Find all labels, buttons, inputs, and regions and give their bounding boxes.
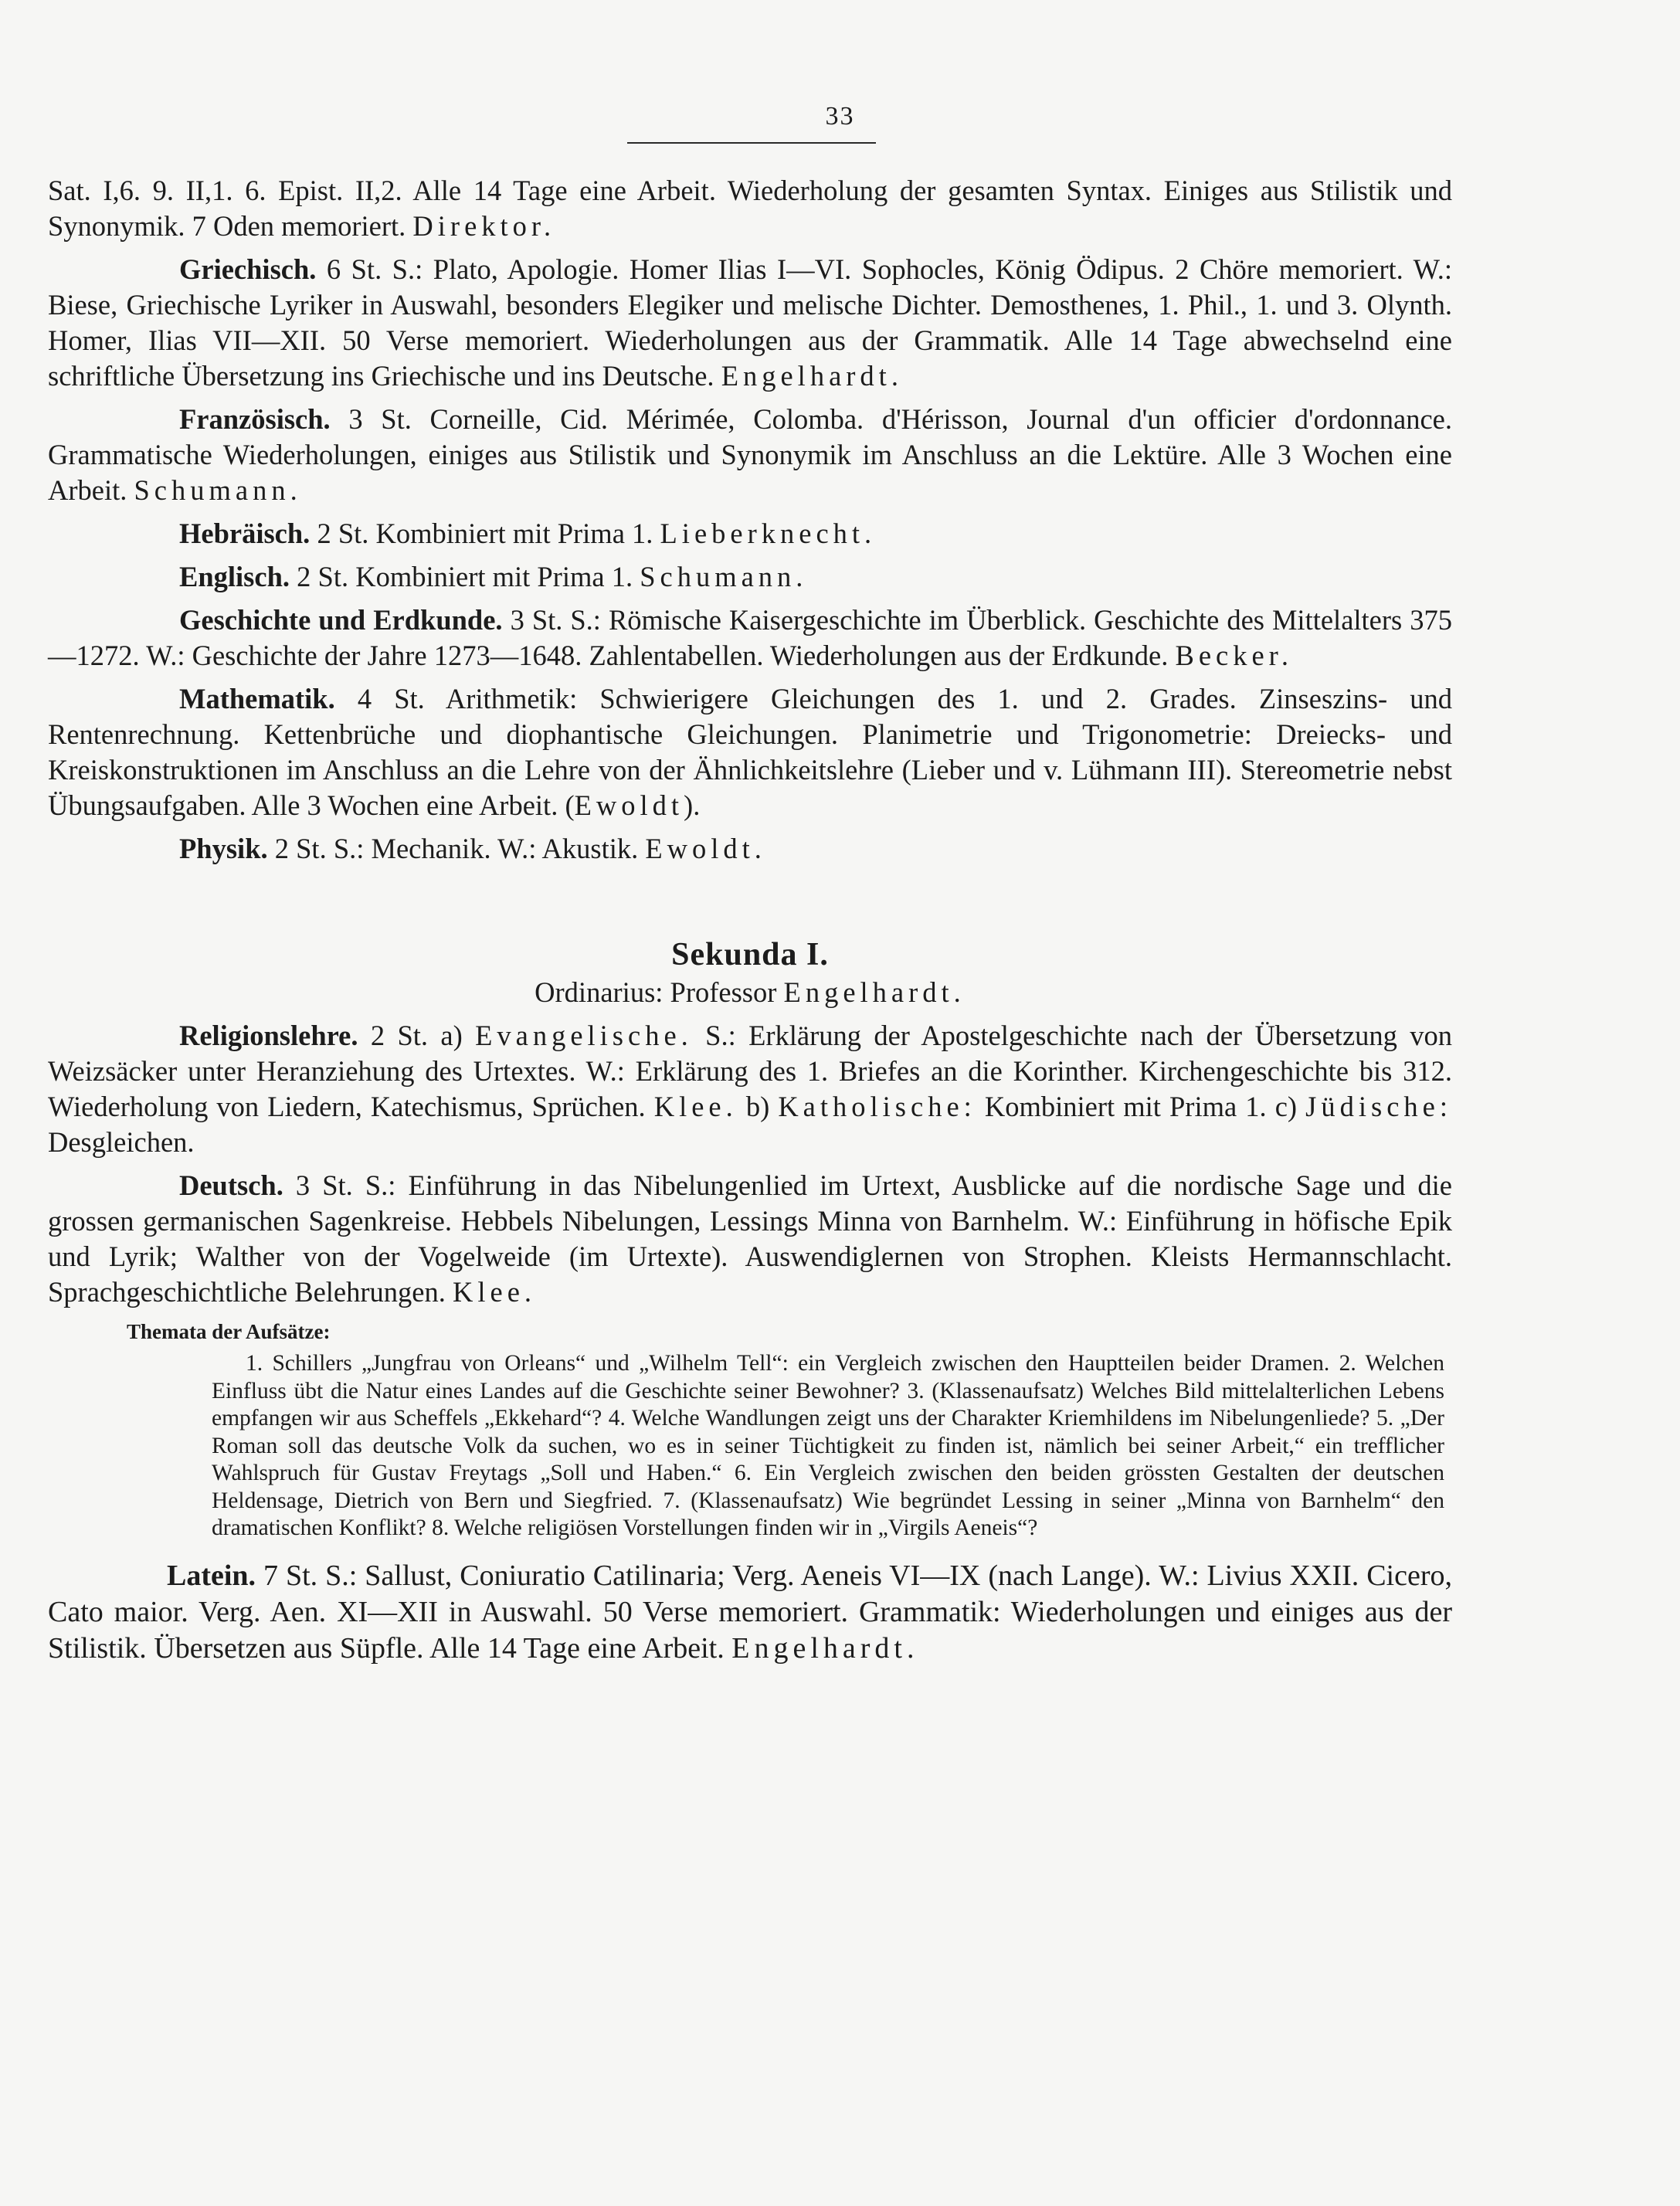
header-rule [627,142,876,144]
teacher-name: Klee. [453,1276,537,1308]
ordinarius-line [48,975,1452,1010]
paragraph-text: 2 St. a) [358,1020,476,1051]
section-heading: Physik. [179,833,268,864]
section-heading: Griechisch. [179,253,317,285]
section-mathematik [48,681,1452,823]
paragraph-text: 3 St. S.: Einführung in das Nibelungenlied im Urtext, Ausblicke auf die nordische Sage und die grossen germanischen Sagenkreise. Hebbels Nibelungen, Lessings Minna von Barnhelm. W.: Einführung in höfische Epik und Lyrik; Walther von der Vogelweide (im Urtexte). Auswendiglernen von Strophen. Kleists Hermannschlacht. Sprachgeschichtliche Belehrungen. [48,1169,1452,1308]
teacher-name: Direktor. [412,210,556,242]
paragraph-text: 2 St. S.: Mechanik. W.: Akustik. [267,833,646,864]
denomination-label: Evangelische. [475,1020,693,1051]
section-deutsch [48,1168,1452,1310]
teacher-name: Engelhardt. [721,360,903,392]
denomination-label: Katholische: [778,1091,976,1122]
paragraph-text: 2 St. Kombiniert mit Prima 1. [310,518,660,549]
class-title: Sekunda I. [671,937,829,972]
teacher-name: Lieberknecht. [660,518,877,549]
denomination-label: Jüdische: [1305,1091,1452,1122]
ordinarius-name: Engelhardt. [783,976,966,1008]
teacher-name: Ewoldt. [645,833,766,864]
themata-heading: Themata der Aufsätze: [127,1320,331,1343]
paragraph-text: 3 St. S.: Römische Kaisergeschichte im Überblick. Geschichte des Mittelalters 375—1272. W.: Geschichte der Jahre 1273—1648. Zahlentabellen. Wiederholungen aus der Erdkunde. [48,604,1452,671]
section-geschichte [48,602,1452,674]
teacher-name: Ewoldt [574,789,684,821]
section-griechisch [48,252,1452,394]
paragraph-text: 6 St. S.: Plato, Apologie. Homer Ilias I—VI. Sophocles, König Ödipus. 2 Chöre memoriert. W.: Biese, Griechische Lyriker in Auswahl, besonders Elegiker und melische Dichter. Demosthenes, 1. Phil., 1. und 3. Olynth. Homer, Ilias VII—XII. 50 Verse memoriert. Wiederholungen aus der Grammatik. Alle 14 Tage abwechselnd eine schriftliche Übersetzung ins Griechische und ins Deutsche. [48,253,1452,392]
section-heading: Französisch. [179,403,331,435]
page-body [48,173,1452,1667]
paragraph-text: b) [737,1091,779,1122]
teacher-name: Engelhardt. [731,1631,919,1665]
section-physik [48,831,1452,867]
paragraph-text: Sat. I,6. 9. II,1. 6. Epist. II,2. Alle 14 Tage eine Arbeit. Wiederholung der gesamten Syntax. Einiges aus Stilistik und Synonymik. 7 Oden memoriert. [48,175,1452,242]
section-heading: Hebräisch. [179,518,311,549]
paragraph-text: 2 St. Kombiniert mit Prima 1. [290,561,640,592]
page-number: 33 [825,102,855,131]
section-heading: Deutsch. [179,1169,283,1201]
teacher-name: Klee. [653,1091,738,1122]
section-religion [48,1018,1452,1160]
teacher-name: Schumann. [134,474,302,506]
section-heading: Religionslehre. [179,1020,358,1051]
paragraph-text: Desgleichen. [48,1126,195,1158]
section-heading: Englisch. [179,561,290,592]
paragraph-text: 4 St. Arithmetik: Schwierigere Gleichungen des 1. und 2. Grades. Zinseszins- und Rentenrechnung. Kettenbrüche und diophantische Gleichungen. Planimetrie und Trigonometrie: Dreiecks- und Kreiskonstruktionen im Anschluss an die Lehre von der Ähnlichkeitslehre (Lieber und v. Lühmann III). Stereometrie nebst Übungsaufgaben. Alle 3 Wochen eine Arbeit. ( [48,683,1452,821]
themata-list: 1. Schillers „Jungfrau von Orleans“ und „Wilhelm Tell“: ein Vergleich zwischen den Hauptteilen beider Dramen. 2. Welchen Einfluss übt die Natur eines Landes auf die Geschichte seiner Bewohner? 3. (Klassenaufsatz) Welches Bild mittelalterlichen Lebens empfangen wir aus Scheffels „Ekkehard“? 4. Welche Wandlungen zeigt uns der Charakter Kriemhildens im Nibelungenliede? 5. „Der Roman soll das deutsche Volk da suchen, wo es in seiner Tüchtigkeit zu finden ist, nämlich bei seiner Arbeit,“ ein trefflicher Wahlspruch für Gustav Freytags „Soll und Haben.“ 6. Ein Vergleich zwischen den beiden grössten Gestalten der deutschen Heldensage, Dietrich von Bern und Siegfried. 7. (Klassenaufsatz) Wie begründet Lessing in seiner „Minna von Barnhelm“ den dramatischen Konflikt? 8. Welche religiösen Vorstellungen finden wir in „Virgils Aeneis“? [212,1351,1444,1540]
paragraph-text: 3 St. Corneille, Cid. Mérimée, Colomba. d'Hérisson, Journal d'un officier d'ordonnance. Grammatische Wiederholungen, einiges aus Stilistik und Synonymik im Anschluss an die Lektüre. Alle 3 Wochen eine Arbeit. [48,403,1452,506]
teacher-name: Becker. [1175,640,1293,671]
paragraph-text: S.: Erklärung der Apostelgeschichte nach der Übersetzung von Weizsäcker unter Heranziehung des Urtextes. W.: Erklärung des 1. Briefes an die Korinther. Kirchengeschichte bis 312. Wiederholung von Liedern, Katechismus, Sprüchen. [48,1020,1453,1122]
section-hebraeisch [48,516,1452,552]
section-englisch [48,559,1452,595]
section-heading: Mathematik. [179,683,335,714]
section-latein [48,1558,1452,1667]
ordinarius-label: Ordinarius: Professor [535,976,784,1008]
teacher-name: Schumann. [640,561,808,592]
paragraph-text: Kombiniert mit Prima 1. c) [976,1091,1306,1122]
paragraph-tail: ). [684,789,701,821]
latein-prima-continuation [48,173,1452,244]
section-heading: Latein. [167,1559,256,1592]
section-heading: Geschichte und Erdkunde. [179,604,503,636]
section-franzoesisch [48,402,1452,508]
paragraph-text: 7 St. S.: Sallust, Coniuratio Catilinaria; Verg. Aeneis VI—IX (nach Lange). W.: Livius XXII. Cicero, Cato maior. Verg. Aen. XI—XII in Auswahl. 50 Verse memoriert. Grammatik: Wiederholungen und einiges aus der Stilistik. Übersetzen aus Süpfle. Alle 14 Tage eine Arbeit. [48,1559,1452,1665]
